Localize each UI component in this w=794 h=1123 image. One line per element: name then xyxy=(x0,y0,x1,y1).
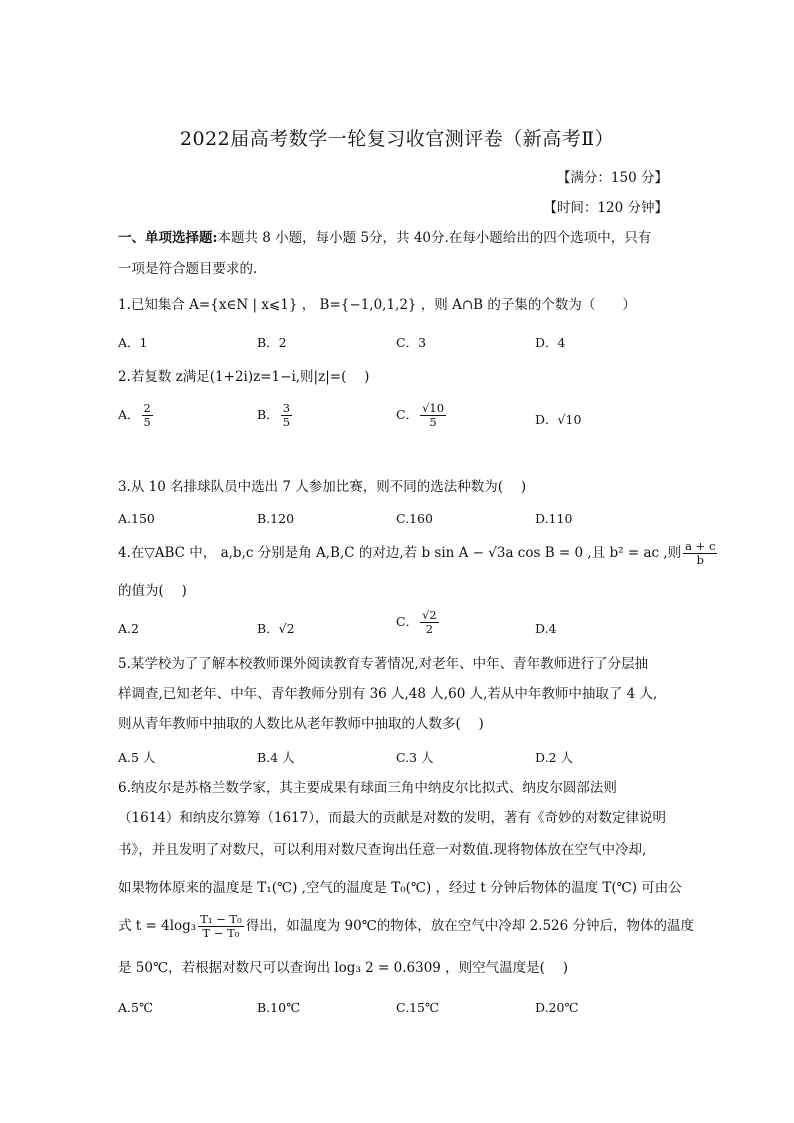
fraction: $\frac{a + c}{b}$ xyxy=(685,539,716,567)
q2-option-b: B． $\frac{3}{5}$ xyxy=(257,401,291,429)
q5-option-c: C.3 人 xyxy=(396,750,434,765)
q5-option-a: A.5 人 xyxy=(118,750,156,765)
section-heading: 一、单项选择题: xyxy=(118,230,218,246)
q2-option-a: A． $\frac{2}{5}$ xyxy=(118,401,151,429)
q6-line1: 6.纳皮尔是苏格兰数学家，其主要成果有球面三角中纳皮尔比拟式、纳皮尔圆部法则 xyxy=(118,780,617,796)
q2-option-c: C． $\frac{√10}{5}$ xyxy=(396,401,445,429)
q6-option-d: D.20℃ xyxy=(535,1000,579,1015)
q6-option-a: A.5℃ xyxy=(118,1000,153,1015)
q5-line3: 则从青年教师中抽取的人数比从老年教师中抽取的人数多( ) xyxy=(118,716,484,732)
q6-line4: 如果物体原来的温度是 T₁(℃) ,空气的温度是 T₀(℃) ，经过 t 分钟后物体的温度 T(℃) 可由公 xyxy=(118,880,682,896)
q1-option-a: A．1 xyxy=(118,335,148,350)
q4-stem: 4.在▽ABC 中， a,b,c 分别是角 A,B,C 的对边,若 b sin A − √3a cos B = 0 ,且 b² = ac ,则 $\frac{a + c}{b}$ xyxy=(118,539,716,567)
q4-option-a: A.2 xyxy=(118,621,139,636)
q3-option-c: C.160 xyxy=(396,511,433,526)
q6-line5: 式 t = 4log₃ $\frac{\text{T₁ − T₀}}{\text{T − T₀}}$ 得出，如温度为 90℃的物体，放在空气中冷却 2.526 分钟后，物体的温度 xyxy=(118,912,695,940)
q4-stem-line2: 的值为( ) xyxy=(118,583,187,599)
q6-option-c: C.15℃ xyxy=(396,1000,439,1015)
q2-stem: 2.若复数 z满足(1+2i)z=1−i,则|z|=( ) xyxy=(118,369,370,385)
q1-option-b: B．2 xyxy=(257,335,287,350)
q1-stem: 1.已知集合 A={x∈N | x⩽1} ， B={−1,0,1,2} ，则 A∩B 的子集的个数为（ ） xyxy=(118,297,636,313)
q5-line2: 样调查,已知老年、中年、青年教师分别有 36 人,48 人,60 人,若从中年教师中抽取了 4 人, xyxy=(118,686,658,702)
q6-line3: 书》，并且发明了对数尺，可以利用对数尺查询出任意一对数值.现将物体放在空气中冷却, xyxy=(118,842,647,858)
q3-option-b: B.120 xyxy=(257,511,295,526)
q1-option-d: D．4 xyxy=(535,335,566,350)
fraction: $\frac{√2}{2}$ xyxy=(422,608,437,636)
page-title: 2022届高考数学一轮复习收官测评卷（新高考Ⅱ） xyxy=(179,128,615,150)
q3-stem: 3.从 10 名排球队员中选出 7 人参加比赛，则不同的选法种数为( ) xyxy=(118,479,527,495)
fraction: $\frac{2}{5}$ xyxy=(143,401,151,429)
q4-option-c: C． $\frac{√2}{2}$ xyxy=(396,608,437,636)
q4-option-d: D.4 xyxy=(535,621,557,636)
q5-line1: 5.某学校为了了解本校教师课外阅读教育专著情况,对老年、中年、青年教师进行了分层抽 xyxy=(118,656,649,672)
time-limit: 【时间：120 分钟】 xyxy=(543,200,668,216)
full-score: 【满分：150 分】 xyxy=(556,170,668,186)
q5-option-b: B.4 人 xyxy=(257,750,295,765)
fraction: $\frac{√10}{5}$ xyxy=(422,401,445,429)
q2-option-d: D．√10 xyxy=(535,412,582,427)
q3-option-a: A.150 xyxy=(118,511,155,526)
q5-option-d: D.2 人 xyxy=(535,750,573,765)
section-intro-line2: 一项是符合题目要求的. xyxy=(118,261,258,277)
q6-line2: （1614）和纳皮尔算筹（1617），而最大的贡献是对数的发明，著有《奇妙的对数定律说明 xyxy=(118,810,666,826)
q1-option-c: C．3 xyxy=(396,335,427,350)
q6-option-b: B.10℃ xyxy=(257,1000,301,1015)
fraction: $\frac{3}{5}$ xyxy=(282,401,291,429)
q3-option-d: D.110 xyxy=(535,511,573,526)
q6-line6: 是 50℃，若根据对数尺可以查询出 log₃ 2 = 0.6309 ，则空气温度是( ) xyxy=(118,960,568,976)
fraction: $\frac{\text{T₁ − T₀}}{\text{T − T₀}}$ xyxy=(200,912,242,940)
section-intro-line1: 一、单项选择题:本题共 8 小题，每小题 5分，共 40分.在每小题给出的四个选项中，只有 xyxy=(118,230,652,246)
q4-option-b: B．√2 xyxy=(257,621,295,636)
